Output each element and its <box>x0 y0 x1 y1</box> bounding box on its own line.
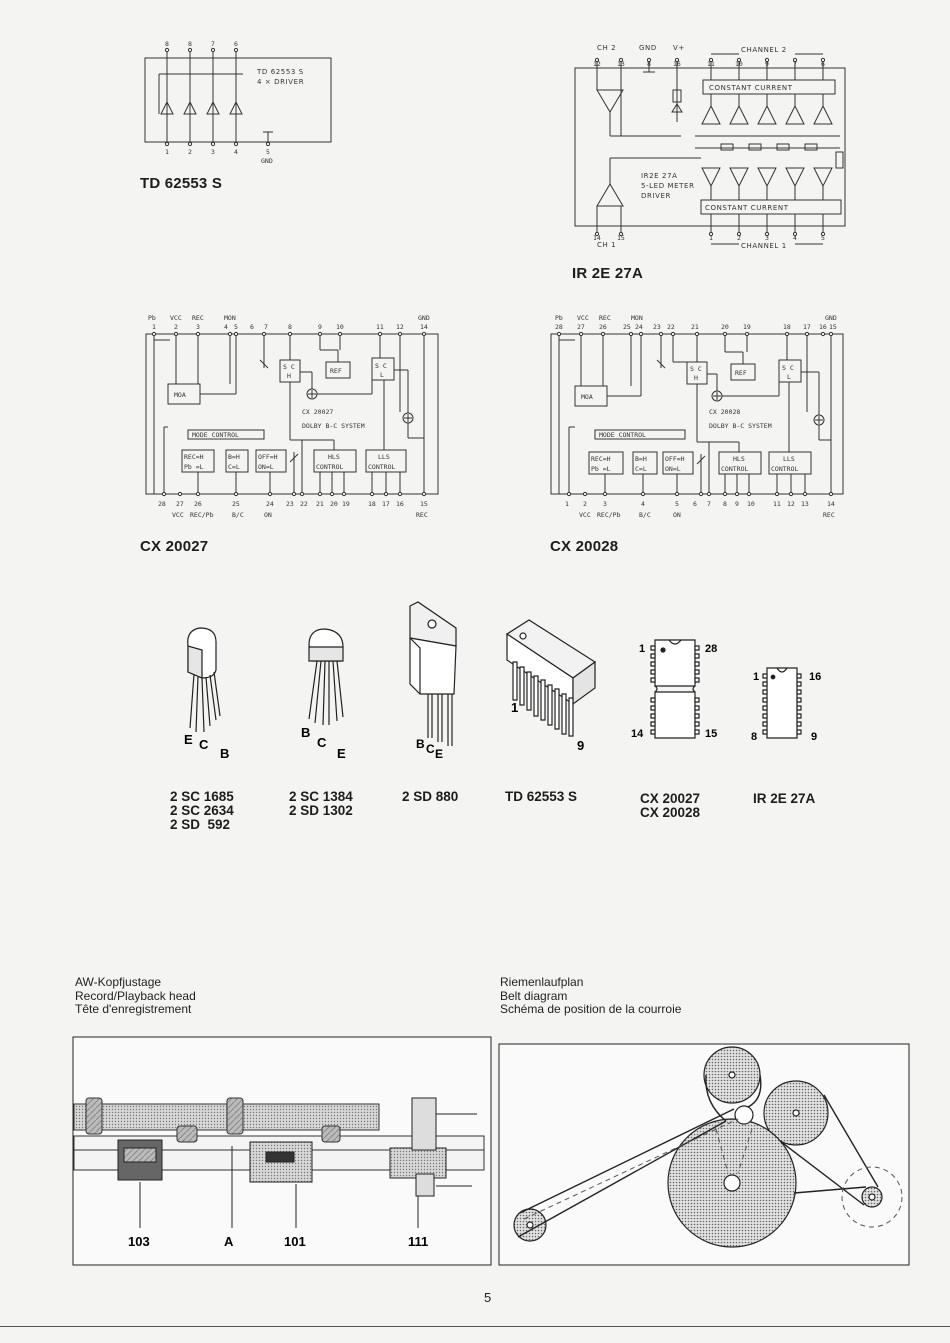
pkg1-label-1: 2 SC 1685 <box>170 789 234 804</box>
cx27-label-mon: MON <box>224 314 236 322</box>
ir-pin-top-6: 6 <box>821 60 825 68</box>
cx27-pin-5: 5 <box>234 323 238 331</box>
ir-constant-current-top: CONSTANT CURRENT <box>709 84 793 92</box>
cx27-lls-control: CONTROL <box>368 463 396 471</box>
pkg1-pin-c: C <box>199 737 209 752</box>
cx27-pin-9: 9 <box>318 323 322 331</box>
cx28-pin-23: 23 <box>653 323 661 331</box>
cx27-sc2-l: L <box>380 371 384 379</box>
cx27-pin-3: 3 <box>196 323 200 331</box>
cx27-pin-12: 12 <box>396 323 404 331</box>
cx20027-caption: CX 20027 <box>140 538 209 555</box>
ir-pin-top-8: 8 <box>647 60 651 68</box>
cx28-pin-11: 11 <box>773 500 781 508</box>
ir-pin-top-12: 12 <box>593 60 601 68</box>
head-callout-103: 103 <box>128 1234 150 1249</box>
cx20027-schematic <box>140 312 450 527</box>
pkg3-pin-b: B <box>416 737 425 751</box>
td62553-schematic <box>135 36 350 171</box>
pkg2-label-2: 2 SD 1302 <box>289 803 353 818</box>
ir-pin-bottom-2: 2 <box>737 234 741 242</box>
pkg6-labels <box>753 792 815 806</box>
cx28-label-mon: MON <box>631 314 643 322</box>
ir-ch1-label: CH 1 <box>597 241 617 249</box>
td-inner-label-2: 4 × DRIVER <box>257 78 305 86</box>
cx27-label-on: ON <box>264 511 272 519</box>
belt-diagram <box>498 1043 910 1266</box>
cx28-label-rec-b: REC <box>823 511 835 519</box>
cx27-pin-21: 21 <box>316 500 324 508</box>
pkg2-label-1: 2 SC 1384 <box>289 789 353 804</box>
cx27-chip-1: CX 20027 <box>302 408 334 416</box>
bottom-rule <box>0 1326 950 1327</box>
pkg2-pin-e: E <box>337 746 346 761</box>
package-dip28 <box>625 636 725 746</box>
cx28-pin-9: 9 <box>735 500 739 508</box>
pkg6-pin-8: 8 <box>751 731 758 743</box>
belt-title-en: Belt diagram <box>500 988 568 1003</box>
pkg3-labels <box>402 790 458 804</box>
cx27-pin-15: 15 <box>420 500 428 508</box>
cx28-on-l: ON=L <box>665 465 681 473</box>
pkg2-labels <box>289 790 353 818</box>
cx27-pin-20: 20 <box>330 500 338 508</box>
td-pin-bottom-1: 1 <box>165 148 169 156</box>
cx28-hls: HLS <box>733 455 745 463</box>
ir-desc-3: DRIVER <box>641 192 671 200</box>
head-title-de: AW-Kopfjustage <box>75 975 162 989</box>
cx27-label-rec-b: REC <box>416 511 428 519</box>
cx28-b-h: B=H <box>635 455 647 463</box>
cx28-label-gnd: GND <box>825 314 837 322</box>
cx28-pin-17: 17 <box>803 323 811 331</box>
cx27-pin-14: 14 <box>420 323 428 331</box>
cx27-pin-26: 26 <box>194 500 202 508</box>
cx28-mode-control: MODE CONTROL <box>599 431 646 439</box>
td-pin-bottom-4: 4 <box>234 148 238 156</box>
td-pin-bottom-5: 5 <box>266 148 270 156</box>
cx28-pin-14: 14 <box>827 500 835 508</box>
cx27-label-vcc-b: VCC <box>172 511 184 519</box>
ir2e27a-caption: IR 2E 27A <box>572 265 643 282</box>
pkg1-label-2: 2 SC 2634 <box>170 803 234 818</box>
td-inner-label-1: TD 62553 S <box>257 68 304 76</box>
cx27-pin-4: 4 <box>224 323 228 331</box>
ir-desc-2: 5-LED METER <box>641 182 695 190</box>
pkg1-label-3: 2 SD 592 <box>170 817 231 832</box>
cx27-lls: LLS <box>378 453 390 461</box>
cx28-pin-6: 6 <box>693 500 697 508</box>
cx28-ref: REF <box>735 369 747 377</box>
cx27-label-recpb: REC/Pb <box>190 511 214 519</box>
cx28-sc1: S C <box>690 365 702 373</box>
head-adjustment-photo <box>72 1036 492 1266</box>
belt-section-title <box>500 976 681 1017</box>
td-pin-bottom-2: 2 <box>188 148 192 156</box>
head-section-title <box>75 976 196 1017</box>
pkg6-label-1: IR 2E 27A <box>753 791 816 806</box>
cx27-pin-8: 8 <box>288 323 292 331</box>
cx27-sc2: S C <box>375 362 387 370</box>
cx27-pin-2: 2 <box>174 323 178 331</box>
ir-pin-top-10: 10 <box>735 60 743 68</box>
package-sip <box>495 612 600 757</box>
cx28-pin-20: 20 <box>721 323 729 331</box>
cx27-pin-11: 11 <box>376 323 384 331</box>
td-pin-top-2: 8 <box>188 40 192 48</box>
cx28-label-bc: B/C <box>639 511 651 519</box>
cx27-off-h: OFF=H <box>258 453 278 461</box>
cx27-pb-l: Pb =L <box>184 463 204 471</box>
pkg5-label-2: CX 20028 <box>640 805 701 820</box>
cx27-label-vcc: VCC <box>170 314 182 322</box>
pkg5-pin-28: 28 <box>705 643 718 655</box>
cx27-c-l: C=L <box>228 463 240 471</box>
cx27-hls: HLS <box>328 453 340 461</box>
cx28-pin-26: 26 <box>599 323 607 331</box>
cx28-label-on: ON <box>673 511 681 519</box>
pkg5-label-1: CX 20027 <box>640 791 701 806</box>
pkg5-pin-1: 1 <box>639 643 646 655</box>
pkg4-label-1: TD 62553 S <box>505 789 578 804</box>
cx27-pin-18: 18 <box>368 500 376 508</box>
pkg1-pin-e: E <box>184 732 193 747</box>
cx27-pin-25: 25 <box>232 500 240 508</box>
cx28-pin-24: 24 <box>635 323 643 331</box>
cx28-chip-2: DOLBY B-C SYSTEM <box>709 422 772 430</box>
ir-pin-top-13: 13 <box>617 60 625 68</box>
cx27-pin-10: 10 <box>336 323 344 331</box>
cx27-pin-7: 7 <box>264 323 268 331</box>
cx27-chip-2: DOLBY B-C SYSTEM <box>302 422 365 430</box>
cx27-pin-17: 17 <box>382 500 390 508</box>
cx28-pin-3: 3 <box>603 500 607 508</box>
cx28-chip-1: CX 20028 <box>709 408 741 416</box>
td-pin-top-4: 6 <box>234 40 238 48</box>
cx27-ref: REF <box>330 367 342 375</box>
pkg2-pin-b: B <box>301 725 311 740</box>
ir2e27a-schematic <box>565 40 855 260</box>
cx28-pin-25: 25 <box>623 323 631 331</box>
cx27-b-h: B=H <box>228 453 240 461</box>
cx28-pin-10: 10 <box>747 500 755 508</box>
ir-pin-top-16: 16 <box>673 60 681 68</box>
cx27-label-gnd: GND <box>418 314 430 322</box>
pkg4-labels <box>505 790 577 804</box>
cx28-sc2: S C <box>782 364 794 372</box>
cx28-sc1-h: H <box>694 374 698 382</box>
td-pin-top-3: 7 <box>211 40 215 48</box>
cx28-label-rec: REC <box>599 314 611 322</box>
package-to92-b <box>295 625 370 765</box>
cx27-label-rec: REC <box>192 314 204 322</box>
head-title-fr: Tête d'enregistrement <box>75 1002 192 1016</box>
cx28-label-recpb: REC/Pb <box>597 511 621 519</box>
cx28-label-pb: Pb <box>555 314 563 322</box>
cx28-moa: MOA <box>581 393 593 401</box>
cx28-lls-control: CONTROL <box>771 465 799 473</box>
package-to92-a <box>170 620 245 760</box>
cx20028-caption: CX 20028 <box>550 538 619 555</box>
cx27-pin-19: 19 <box>342 500 350 508</box>
head-callout-111: 111 <box>408 1234 429 1249</box>
cx28-pin-22: 22 <box>667 323 675 331</box>
pkg5-pin-14: 14 <box>631 728 644 740</box>
cx28-hls-control: CONTROL <box>721 465 749 473</box>
td-gnd-label: GND <box>261 157 273 165</box>
cx28-pin-19: 19 <box>743 323 751 331</box>
cx27-sc1-h: H <box>287 372 291 380</box>
cx28-pin-2: 2 <box>583 500 587 508</box>
cx27-pin-23: 23 <box>286 500 294 508</box>
pkg6-pin-9: 9 <box>811 731 818 743</box>
cx28-pin-27: 27 <box>577 323 585 331</box>
ir-channel1-label: CHANNEL 1 <box>741 242 787 250</box>
ir-pin-bottom-3: 3 <box>765 234 769 242</box>
ir-ch2-label: CH 2 <box>597 44 617 52</box>
cx28-pin-28: 28 <box>555 323 563 331</box>
cx27-pin-28: 28 <box>158 500 166 508</box>
head-callout-101: 101 <box>284 1234 306 1249</box>
head-title-en: Record/Playback head <box>75 988 196 1003</box>
cx28-rec-h: REC=H <box>591 455 611 463</box>
cx28-label-vcc-b: VCC <box>579 511 591 519</box>
ir-pin-bottom-5: 5 <box>821 234 825 242</box>
ir-channel2-label: CHANNEL 2 <box>741 46 787 54</box>
pkg6-pin-1: 1 <box>753 671 760 683</box>
cx28-pin-13: 13 <box>801 500 809 508</box>
page-number: 5 <box>484 1290 492 1305</box>
cx28-pin-1: 1 <box>565 500 569 508</box>
cx28-pin-12: 12 <box>787 500 795 508</box>
cx27-pin-16: 16 <box>396 500 404 508</box>
cx27-on-l: ON=L <box>258 463 274 471</box>
cx20028-schematic <box>545 312 855 527</box>
pkg4-pin-9: 9 <box>577 738 585 753</box>
cx28-pin-5: 5 <box>675 500 679 508</box>
cx27-pin-6: 6 <box>250 323 254 331</box>
cx27-label-pb: Pb <box>148 314 156 322</box>
belt-title-de: Riemenlaufplan <box>500 975 584 989</box>
pkg4-pin-1: 1 <box>511 700 519 715</box>
ir-constant-current-bottom: CONSTANT CURRENT <box>705 204 789 212</box>
cx28-sc2-l: L <box>787 373 791 381</box>
head-callout-a: A <box>224 1234 234 1249</box>
ir-gnd-label: GND <box>639 44 657 52</box>
cx27-mode-control: MODE CONTROL <box>192 431 239 439</box>
td62553-caption: TD 62553 S <box>140 175 223 192</box>
td-pin-bottom-3: 3 <box>211 148 215 156</box>
ir-pin-top-11: 11 <box>707 60 715 68</box>
cx28-pin-7: 7 <box>707 500 711 508</box>
pkg5-labels <box>640 792 700 820</box>
cx28-label-vcc: VCC <box>577 314 589 322</box>
package-dip16 <box>745 664 830 744</box>
cx28-lls: LLS <box>783 455 795 463</box>
pkg2-pin-c: C <box>317 735 327 750</box>
pkg3-label-1: 2 SD 880 <box>402 789 459 804</box>
cx27-pin-24: 24 <box>266 500 274 508</box>
ir-desc-1: IR2E 27A <box>641 172 678 180</box>
cx28-pin-4: 4 <box>641 500 645 508</box>
pkg6-pin-16: 16 <box>809 671 822 683</box>
cx27-label-bc: B/C <box>232 511 244 519</box>
cx28-pin-8: 8 <box>723 500 727 508</box>
ir-pin-bottom-15: 15 <box>617 234 625 242</box>
cx28-c-l: C=L <box>635 465 647 473</box>
ir-pin-top-9: 9 <box>765 60 769 68</box>
pkg3-pin-c: C <box>426 742 435 756</box>
cx27-moa: MOA <box>174 391 186 399</box>
ir-pin-top-7: 7 <box>793 60 797 68</box>
cx27-pin-1: 1 <box>152 323 156 331</box>
pkg1-labels <box>170 790 234 832</box>
cx28-off-h: OFF=H <box>665 455 685 463</box>
ir-pin-bottom-4: 4 <box>793 234 797 242</box>
cx27-rec-h: REC=H <box>184 453 204 461</box>
cx28-pb-l: Pb =L <box>591 465 611 473</box>
ir-pin-bottom-14: 14 <box>593 234 601 242</box>
pkg3-pin-e: E <box>435 747 444 760</box>
ir-vplus-label: V+ <box>673 44 685 52</box>
ir-pin-bottom-1: 1 <box>709 234 713 242</box>
belt-title-fr: Schéma de position de la courroie <box>500 1002 682 1016</box>
cx28-pin-18: 18 <box>783 323 791 331</box>
cx28-pin-16: 16 <box>819 323 827 331</box>
cx27-pin-27: 27 <box>176 500 184 508</box>
cx27-sc1: S C <box>283 363 295 371</box>
cx28-pin-21: 21 <box>691 323 699 331</box>
cx28-pin-15: 15 <box>829 323 837 331</box>
package-to220 <box>400 598 470 760</box>
pkg5-pin-15: 15 <box>705 728 718 740</box>
cx27-pin-22: 22 <box>300 500 308 508</box>
td-pin-top-1: 8 <box>165 40 169 48</box>
pkg1-pin-b: B <box>220 746 230 760</box>
cx27-hls-control: CONTROL <box>316 463 344 471</box>
